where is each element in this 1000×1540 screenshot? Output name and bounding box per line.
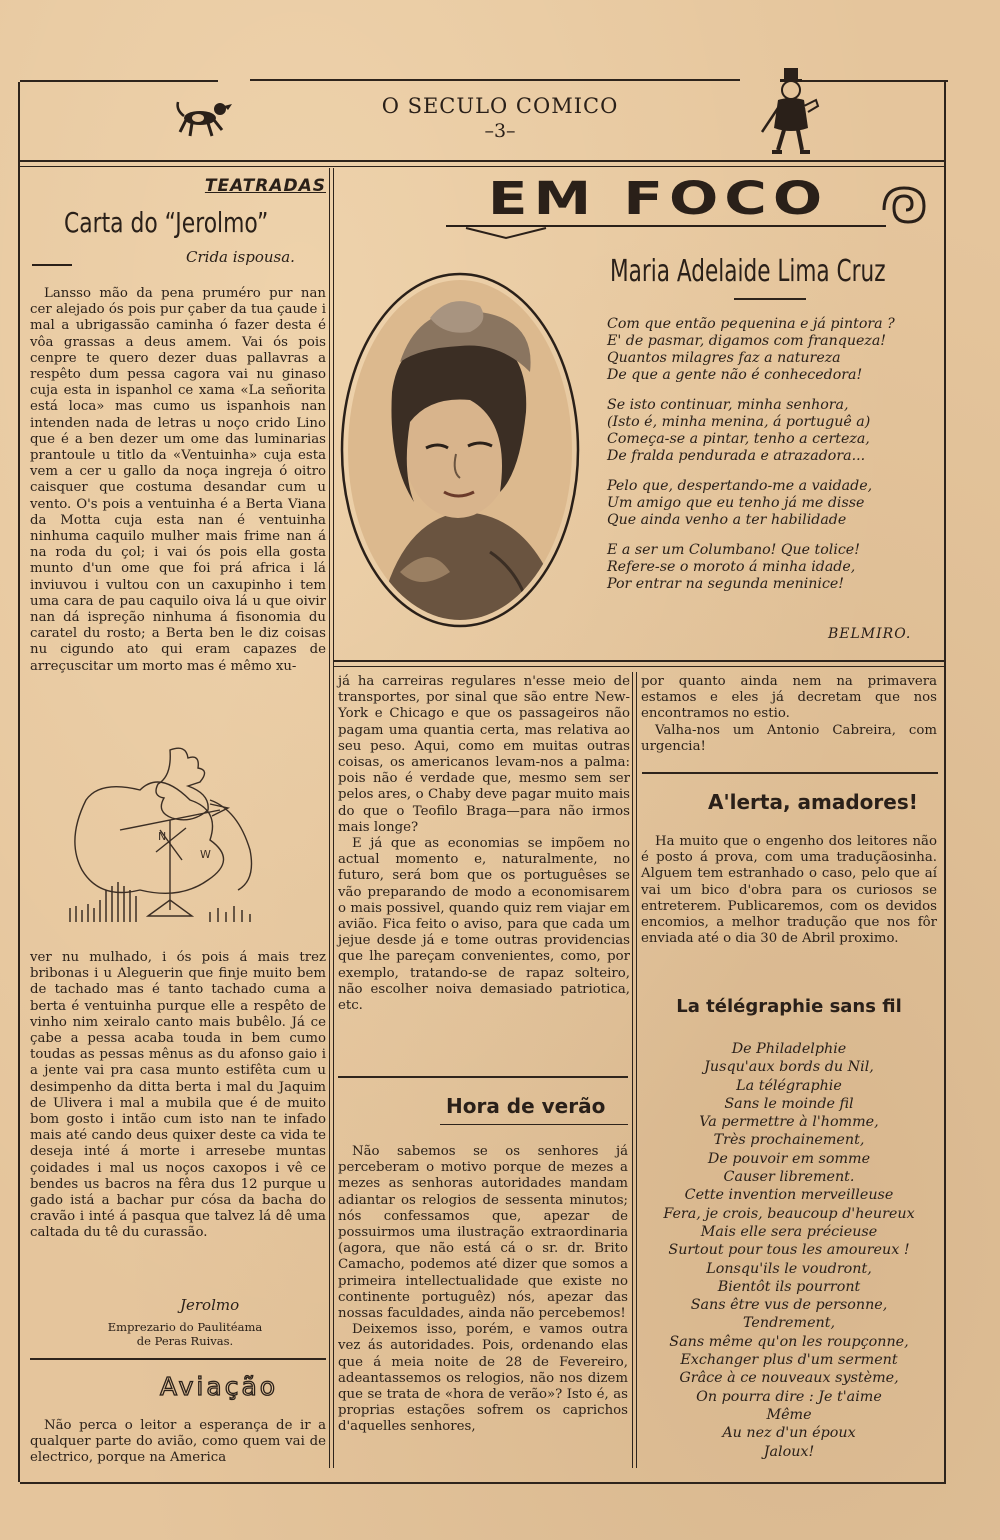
salutation: Crida ispousa.: [186, 248, 295, 266]
alerta-paragraph: Ha muito que o engenho dos leitores não é posto á prova, com uma traduçãosinha. Alguem tem estranhado o caso, pelo que aí vai um bico d'obra para os curiosos se entreterem. Publicaremos, com os devidos encomios, a melhor tradução que nos fôr enviada até o dia 30 de Abril proximo.: [641, 834, 937, 947]
french-poem-line: Sans même qu'on les roupçonne,: [669, 1333, 909, 1350]
hora-paragraph-1: Não sabemos se os senhores já perceberam o motivo porque de mezes a mezes as senhoras autoridades mandam adiantar os relogios de sessenta minutos; nós confessamos que, apezar de possuirmos uma ilustração extraordinaria (agora, que não está cá o sr. dr. Brito Camacho, podemos até dizer que somos a primeira intellectualidade que existe no continente portuguêz) nós, apezar das nossas faculdades, ainda não percebemos!: [338, 1144, 628, 1322]
poem-stanza-4: [607, 542, 937, 593]
right-paragraph: por quanto ainda nem na primavera estamos e eles já decretam que nos encontramos no estio.: [641, 674, 937, 722]
spiral-icon: [878, 184, 934, 234]
top-rule-left: [20, 80, 218, 82]
salutation-rule: [32, 264, 72, 266]
poem-line: Refere-se o moroto á minha idade,: [607, 559, 856, 575]
teatradas-title: Carta do “Jerolmo”: [64, 206, 269, 239]
poem-stanza-3: [607, 478, 937, 529]
french-poem-line: Surtout pour tous les amoureux !: [668, 1242, 910, 1259]
alerta-rule: [642, 772, 938, 774]
french-poem-line: Jaloux!: [763, 1443, 815, 1460]
poem-line: E a ser um Columbano! Que tolice!: [607, 542, 860, 558]
newspaper-title: O SECULO COMICO: [381, 94, 619, 118]
teatradas-paragraph-1: Lansso mão da pena pruméro pur nan cer alejado ós pois pur çaber da tua çaude i mal a ubrigassão caminha ó fazer desta é vôa grassas a deus amem. Vai ós pois cenpre te quero dezer duas pallavras a respêto dum pessa cagora vai nu ginaso cuja esta in ispanhol ce xama «La señorita está loca» mas cumo us ispanhois nan intenden nada de letras u noço crido Lino que é a ben dezer um ome das luminarias prantoule u titlo da «Ventuinha» cuja esta vem a cer u gallo da noça ingreja ó oitro caisquer que costuma desandar cum u vento. O's pois a ventuinha é a Berta Viana da Motta cuja esta nan é ventuinha ninhuma caquilo mulher mais frime nan á na roda du çol; i vai ós pois ella gosta munto d'un ome que foi prá africa i lá inviuvou i vultou con un caxupinho i tem uma cara de pau caquilo oiva lá u que oivir nan dá ispreção ninhuma á fisonomia du caratel du rosto; a Berta ben le diz coisas nu cigundo ato qui eram capazes de arreçuscitar um morto mas é mêmo xu-: [30, 286, 326, 674]
signature-credit: [60, 1320, 310, 1348]
french-poem-line: Cette invention merveilleuse: [684, 1187, 894, 1204]
page-number: –3–: [484, 120, 516, 142]
poem-line: Começa-se a pintar, tenho a certeza,: [607, 431, 870, 447]
french-poem-line: Causer librement.: [723, 1169, 855, 1186]
header-rule-1: [20, 160, 946, 162]
column-divider-2b: [636, 672, 637, 1468]
alerta-body: [641, 834, 937, 947]
column-divider-1: [329, 168, 330, 1468]
poem-line: Que ainda venho a ter habilidade: [607, 512, 847, 528]
french-poem-line: Jusqu'aux bords du Nil,: [704, 1059, 874, 1076]
middle-paragraph-2: E já que as economias se impõem no actual momento e, naturalmente, no futuro, será bom que os portuguêses se vão preparando de modo a economisarem o mais possivel, quando quiz rem viajar em avião. Fica feito o aviso, para que cada um jejue desde já e tome outras providencias que lhe pareçam convenientes, como, por exemplo, tratando-se de rapaz solteiro, não escolher noiva demasiado patriotica, etc.: [338, 836, 630, 1014]
french-poem-line: Va permettre à l'homme,: [699, 1114, 879, 1131]
hora-de-verao-title: Hora de verão: [446, 1094, 606, 1118]
poem-line: Pelo que, despertando-me a vaidade,: [607, 478, 873, 494]
french-poem-line: Même: [766, 1406, 812, 1423]
teatradas-body-2: [30, 950, 326, 1242]
middle-paragraph-1: já ha carreiras regulares n'esse meio de transportes, por sinal que são entre New-York e Chicago e que os passageiros não pagam uma quantia certa, mas relativa ao seu peso. Aqui, como em muitas outras coisas, os americanos levam-nos a palma: pois não é verdade que, mesmo sem ser pelos ares, o Chaby deve pagar muito mais do que o Teofilo Braga—para não irmos mais longe?: [338, 674, 630, 835]
em-foco-bottom-rule-2: [334, 666, 946, 667]
poem-line: De fralda pendurada e atrazadora...: [607, 448, 866, 464]
poem-line: Por entrar na segunda meninice!: [607, 576, 845, 592]
french-poem-line: Tendrement,: [742, 1315, 836, 1332]
em-foco-banner: EM FOCO: [487, 172, 829, 226]
poem-line: E' de pasmar, digamos com franqueza!: [607, 333, 887, 349]
teatradas-paragraph-2: ver nu mulhado, i ós pois á mais trez bribonas i u Aleguerin que finje muito bem de tachado mas é tanto tachado cuma a berta é ventuinha purque elle a respêto de vinho nim xeiralo canto mais bubêlo. Já ce çabe a pessa acaba touda in bem cumo toudas as pessas mênus as du afonso gaio i a jente vai pra casa munto estifêta cum u desimpenho da ditta berta i mal du Jaquim de Ulivera i mal a mubila que é de muito bom gosto i intão cum isto nan te infado mais até cando deus quixer deste ca vida te deseja inté á morte i arresebe muntas çoidades i mal us noços caxopos i vê ce bendes us bacros na fêra dus 12 purque u gado istá a bachar pur cósa da bacha do cravão i inté á pasqua que talvez lá dê uma caltada du tê du curassão.: [30, 950, 326, 1241]
em-foco-poem: [607, 316, 937, 606]
aviacao-paragraph: Não perca o leitor a esperança de ir a qualquer parte do avião, como quem vai de electrico, porque na America: [30, 1418, 326, 1466]
header-rule-2: [20, 166, 946, 167]
french-poem-line: Bientôt ils pourront: [717, 1278, 861, 1295]
aviacao-rule: [30, 1358, 326, 1360]
teatradas-body-1: [30, 286, 326, 675]
hora-paragraph-2: Deixemos isso, porém, e vamos outra vez ás autoridades. Pois, ordenando elas que á meia noite de 28 de Fevereiro, adeantassemos os relogios, não nos dizem que se trata de «hora de verão»? Isto é, as proprias estações sofrem os caprichos d'aquelles senhores,: [338, 1322, 628, 1435]
french-poem-line: Sans le moinde fil: [724, 1095, 854, 1112]
poem-line: Um amigo que eu tenho já me disse: [607, 495, 865, 511]
french-poem-line: La télégraphie: [736, 1077, 842, 1094]
svg-text:N: N: [158, 830, 167, 843]
weathervane-illustration: [60, 740, 310, 930]
signature: Jerolmo: [180, 1296, 240, 1314]
hora-rule: [338, 1076, 628, 1078]
column-divider-1b: [333, 168, 334, 1468]
em-foco-bottom-rule-1: [334, 660, 946, 662]
french-poem-line: Fera, je crois, beaucoup d'heureux: [663, 1205, 915, 1222]
poem-line: Se isto continuar, minha senhora,: [607, 397, 849, 413]
signature-credit-line-2: de Peras Ruivas.: [136, 1334, 234, 1348]
french-poem-line: Très prochainement,: [713, 1132, 865, 1149]
poem-author: BELMIRO.: [828, 626, 912, 642]
french-poem-line: Exchanger plus d'um serment: [680, 1352, 898, 1369]
poem-line: De que a gente não é conhecedora!: [607, 367, 863, 383]
signature-credit-line-1: Emprezario do Paulitéama: [107, 1320, 263, 1334]
telegraphie-title: La télégraphie sans fil: [676, 996, 902, 1017]
hora-continued: [641, 674, 937, 755]
hora-title-underline: [440, 1124, 628, 1125]
aviacao-continued: [338, 674, 630, 1014]
teatradas-kicker: TEATRADAS: [204, 176, 326, 196]
dog-icon: [172, 96, 236, 140]
telegraphie-poem: [641, 1040, 937, 1461]
french-poem-line: On pourra dire : Je t'aime: [696, 1388, 882, 1405]
frame-right-border: [944, 82, 946, 1482]
gentleman-icon: [748, 66, 824, 156]
french-poem-line: De pouvoir em somme: [707, 1150, 871, 1167]
french-poem-line: Grâce à ce nouveaux système,: [679, 1370, 899, 1387]
portrait-illustration: [340, 272, 580, 628]
subject-underline: [734, 298, 806, 300]
top-rule-center: [250, 79, 740, 81]
em-foco-subject: Maria Adelaide Lima Cruz: [610, 254, 886, 289]
poem-stanza-1: [607, 316, 937, 384]
column-divider-2: [632, 672, 633, 1468]
frame-left-border: [18, 82, 20, 1482]
hora-de-verao-body: [338, 1144, 628, 1436]
french-poem-line: De Philadelphie: [731, 1041, 847, 1057]
poem-line: Com que então pequenina e já pintora ?: [607, 316, 895, 332]
bottom-rule: [20, 1482, 946, 1484]
french-poem-line: Au nez d'un époux: [722, 1425, 856, 1442]
poem-line: (Isto é, minha menina, á portuguê a): [607, 414, 871, 430]
french-poem-line: Mais elle sera précieuse: [700, 1223, 878, 1240]
right-paragraph-b: Valha-nos um Antonio Cabreira, com urgencia!: [641, 722, 937, 754]
poem-stanza-2: [607, 397, 937, 465]
french-poem-line: Lonsqu'ils le voudront,: [706, 1260, 872, 1277]
french-poem-line: Sans être vus de personne,: [690, 1297, 888, 1314]
em-foco-underline: [446, 222, 886, 242]
svg-text:W: W: [200, 848, 211, 861]
poem-line: Quantos milagres faz a natureza: [607, 350, 841, 366]
alerta-title: A'lerta, amadores!: [708, 790, 918, 814]
aviacao-title: Aviação: [160, 1372, 279, 1401]
aviacao-body: [30, 1418, 326, 1467]
